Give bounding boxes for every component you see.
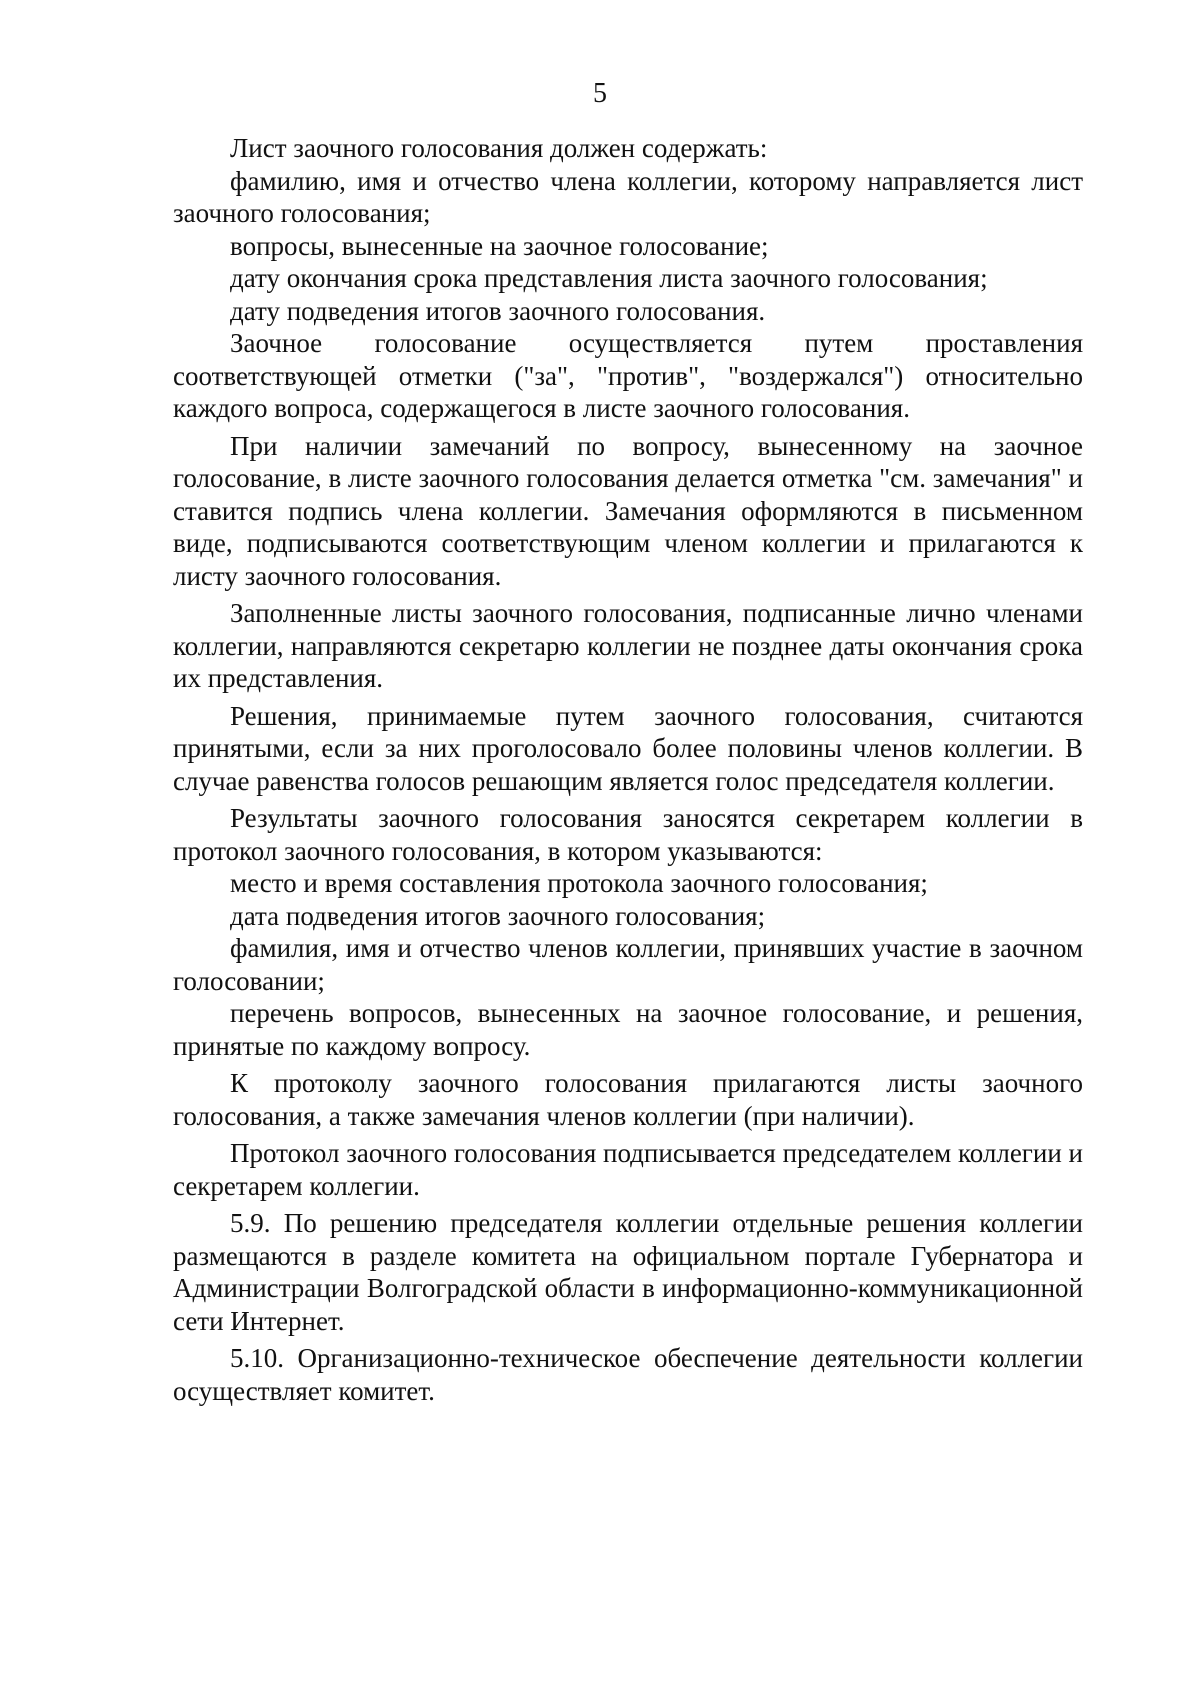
paragraph-section-5-9: 5.9. По решению председателя коллегии отдельные решения коллегии размещаются в разделе комитета на официальном портале Губернатора и Администрации Волгоградской области в информационно-коммуникационной сети Интернет. <box>173 1208 1083 1336</box>
document-body <box>173 132 1083 1407</box>
paragraph-deadline-date: дату окончания срока представления листа заочного голосования; <box>230 263 988 293</box>
paragraph-results-protocol: Результаты заочного голосования заносятся секретарем коллегии в протокол заочного голосования, в котором указываются: <box>173 803 1083 866</box>
paragraph-section-5-10: 5.10. Организационно-техническое обеспечение деятельности коллегии осуществляет комитет. <box>173 1343 1083 1406</box>
paragraph-question-list: перечень вопросов, вынесенных на заочное голосование, и решения, принятые по каждому вопросу. <box>173 998 1083 1061</box>
paragraph-decisions: Решения, принимаемые путем заочного голосования, считаются принятыми, если за них проголосовало более половины членов коллегии. В случае равенства голосов решающим является голос председателя коллегии. <box>173 700 1083 796</box>
page-number: 5 <box>593 78 607 109</box>
paragraph-participants: фамилия, имя и отчество членов коллегии, принявших участие в заочном голосовании; <box>173 933 1083 996</box>
paragraph-voting-method: Заочное голосование осуществляется путем проставления соответствующей отметки ("за", "против", "воздержался") относительно каждого вопроса, содержащегося в листе заочного голосования. <box>173 328 1083 423</box>
paragraph-remarks: При наличии замечаний по вопросу, вынесенному на заочное голосование, в листе заочного голосования делается отметка "см. замечания" и ставится подпись члена коллегии. Замечания оформляются в письменном виде, подписываются соответствующим членом коллегии и прилагаются к листу заочного голосования. <box>173 430 1083 591</box>
paragraph-questions: вопросы, вынесенные на заочное голосование; <box>230 230 769 261</box>
paragraph-place-time: место и время составления протокола заочного голосования; <box>230 868 928 898</box>
paragraph-results-date: дата подведения итогов заочного голосования; <box>230 900 766 931</box>
paragraph-filled-ballots: Заполненные листы заочного голосования, подписанные лично членами коллегии, направляются секретарю коллегии не позднее даты окончания срока их представления. <box>173 598 1083 693</box>
paragraph-member-name: фамилию, имя и отчество члена коллегии, которому направляется лист заочного голосования; <box>173 165 1083 228</box>
paragraph-summary-date: дату подведения итогов заочного голосования. <box>230 295 766 326</box>
paragraph-ballot-contents-intro: Лист заочного голосования должен содержать: <box>230 133 768 163</box>
paragraph-attachments: К протоколу заочного голосования прилагаются листы заочного голосования, а также замечания членов коллегии (при наличии). <box>173 1068 1083 1131</box>
paragraph-protocol-signature: Протокол заочного голосования подписывается председателем коллегии и секретарем коллегии. <box>173 1138 1083 1201</box>
